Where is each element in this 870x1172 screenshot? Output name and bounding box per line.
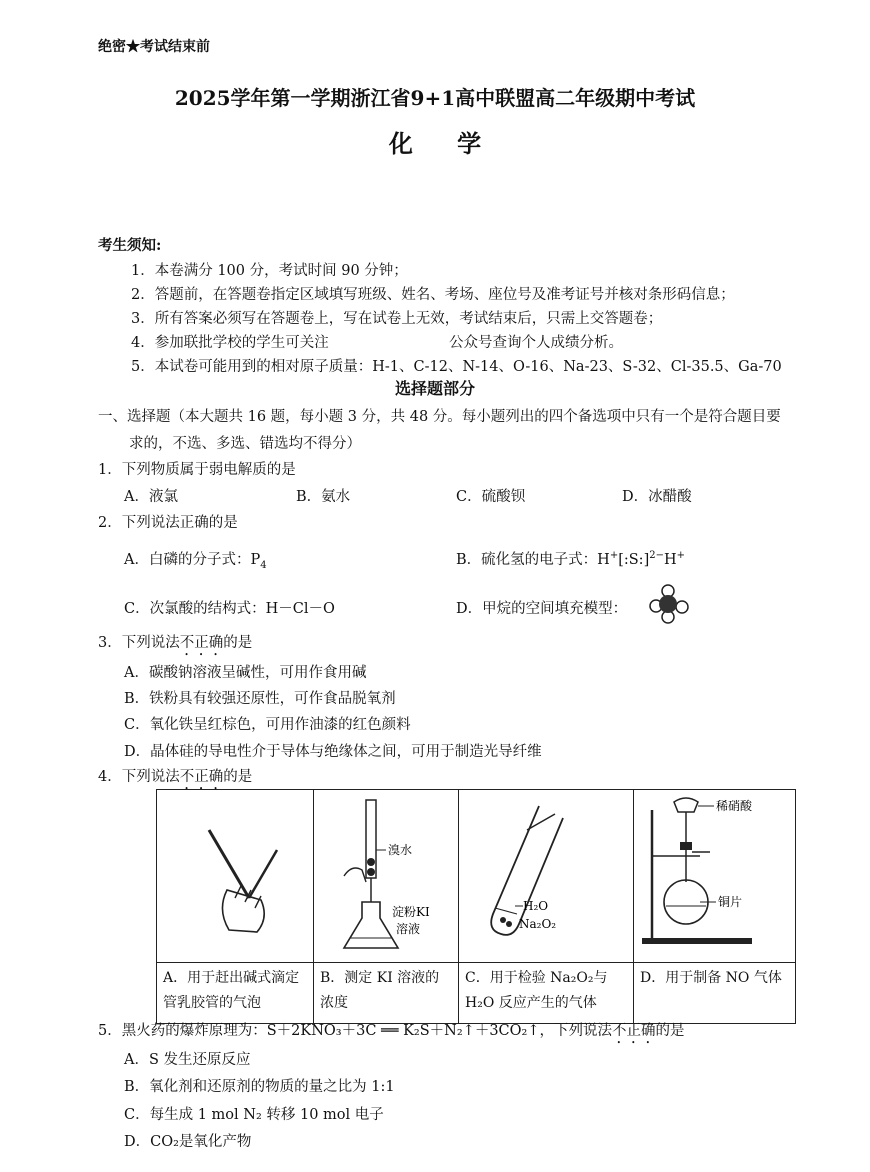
part1-instructions-2: 求的，不选、多选、错选均不得分）: [129, 436, 361, 452]
q5-stem-emphasis: 不正确: [612, 1023, 656, 1039]
q3-option-c: C．氧化铁呈红棕色，可用作油漆的红色颜料: [124, 717, 411, 733]
q5-option-a: A．S 发生还原反应: [124, 1052, 251, 1068]
q2-a-sub: 4: [260, 559, 267, 571]
q3-option-a: A．碳酸钠溶液呈碱性，可用作食用碱: [124, 665, 367, 681]
titration-setup-icon: [314, 790, 458, 958]
confidential-mark: 绝密★考试结束前: [98, 39, 210, 55]
q3-option-b: B．铁粉具有较强还原性，可作食品脱氧剂: [124, 691, 396, 707]
no-generator-icon: [634, 790, 794, 958]
q4-figure-b: [314, 790, 459, 963]
q2-b-h: H: [663, 552, 677, 568]
test-tube-icon: [459, 790, 633, 958]
fig-d-label-copper: 铜片: [718, 895, 743, 909]
q2-option-d: D．甲烷的空间填充模型：: [456, 601, 628, 617]
notice-item-1: 1．本卷满分 100 分，考试时间 90 分钟；: [131, 263, 408, 279]
subject-title: 化 学: [388, 129, 500, 158]
q4-figure-a: [157, 790, 314, 963]
methane-model-icon: [648, 584, 694, 624]
q5-option-d: D．CO₂是氧化产物: [124, 1134, 252, 1150]
q2-b-sup1: +: [609, 550, 619, 562]
q3-stem-post: 的是: [223, 635, 253, 651]
fig-b-label-starch: 淀粉KI: [392, 905, 430, 919]
q2-b-sup3: +: [676, 550, 686, 562]
part1-instructions-1: 一、选择题（本大题共 16 题，每小题 3 分，共 48 分。每小题列出的四个备选项中只有一个是符合题目要: [98, 409, 781, 425]
notice-item-2: 2．答题前，在答题卷指定区域填写班级、姓名、考场、座位号及准考证号并核对条形码信息；: [131, 287, 735, 303]
q5-stem-post: 的是: [655, 1023, 685, 1039]
q2-b-sup2: 2−: [649, 550, 664, 562]
fig-b-label-solution: 溶液: [396, 922, 421, 936]
q5-option-b: B．氧化剂和还原剂的物质的量之比为 1:1: [124, 1079, 395, 1095]
q1-option-d: D．冰醋酸: [622, 489, 692, 505]
q4-figure-d: [634, 790, 796, 963]
notice-item-5: 5．本试卷可能用到的相对原子质量：H-1、C-12、N-14、O-16、Na-23、S-32、Cl-35.5、Ga-70: [131, 359, 782, 375]
q2-option-b: [456, 548, 685, 569]
fig-c-label-peroxide: Na₂O₂: [519, 917, 557, 931]
notice-item-3: 3．所有答案必须写在答题卷上，写在试卷上无效，考试结束后，只需上交答题卷；: [131, 311, 663, 327]
notice-item-4a: 4．参加联批学校的学生可关注: [131, 335, 329, 351]
fig-d-label-acid: 稀硝酸: [716, 799, 753, 813]
q2-b-text: B．硫化氢的电子式：H: [456, 552, 610, 568]
q4-figure-table: [156, 789, 796, 1024]
q1-option-b: B．氨水: [296, 489, 351, 505]
q4-figure-c: [459, 790, 634, 963]
q4-stem-pre: 4．下列说法: [98, 769, 180, 785]
q1-stem: 1．下列物质属于弱电解质的是: [98, 462, 296, 478]
q2-a-text: A．白磷的分子式：P: [124, 552, 261, 568]
burette-hand-icon: [157, 790, 313, 958]
q3-stem-emphasis: 不正确: [179, 635, 224, 651]
q5-option-c: C．每生成 1 mol N₂ 转移 10 mol 电子: [124, 1107, 384, 1123]
q4-caption-d: D．用于制备 NO 气体: [634, 963, 796, 1024]
q2-b-sulfur: [:S:]: [618, 552, 650, 568]
notice-item-4b: 公众号查询个人成绩分析。: [449, 335, 623, 351]
section-title: 选择题部分: [394, 379, 475, 398]
q2-option-c: C．次氯酸的结构式：H－Cl－O: [124, 601, 335, 617]
q4-caption-c: C．用于检验 Na₂O₂与 H₂O 反应产生的气体: [459, 963, 634, 1024]
q5-stem: [98, 1019, 685, 1047]
notice-heading: 考生须知:: [98, 237, 162, 254]
q1-option-c: C．硫酸钡: [456, 489, 526, 505]
q2-option-a: [124, 548, 267, 571]
q3-stem: [98, 631, 252, 659]
fig-c-label-water: H₂O: [523, 899, 549, 913]
q5-stem-pre: 5．黑火药的爆炸原理为：S＋2KNO₃＋3C ══ K₂S＋N₂↑＋3CO₂↑，下列说法: [98, 1023, 612, 1039]
q4-caption-b: B．测定 KI 溶液的浓度: [314, 963, 459, 1024]
q4-stem-post: 的是: [223, 769, 253, 785]
q3-option-d: D．晶体硅的导电性介于导体与绝缘体之间，可用于制造光导纤维: [124, 744, 542, 760]
exam-title: 2025学年第一学期浙江省9+1高中联盟高二年级期中考试: [174, 86, 696, 110]
fig-b-label-bromine: 溴水: [388, 843, 413, 857]
q4-caption-a: A．用于赶出碱式滴定管乳胶管的气泡: [157, 963, 314, 1024]
q2-stem: 2．下列说法正确的是: [98, 515, 238, 531]
q4-stem-emphasis: 不正确: [179, 769, 224, 785]
q3-stem-pre: 3．下列说法: [98, 635, 180, 651]
q1-option-a: A．液氯: [124, 489, 178, 505]
